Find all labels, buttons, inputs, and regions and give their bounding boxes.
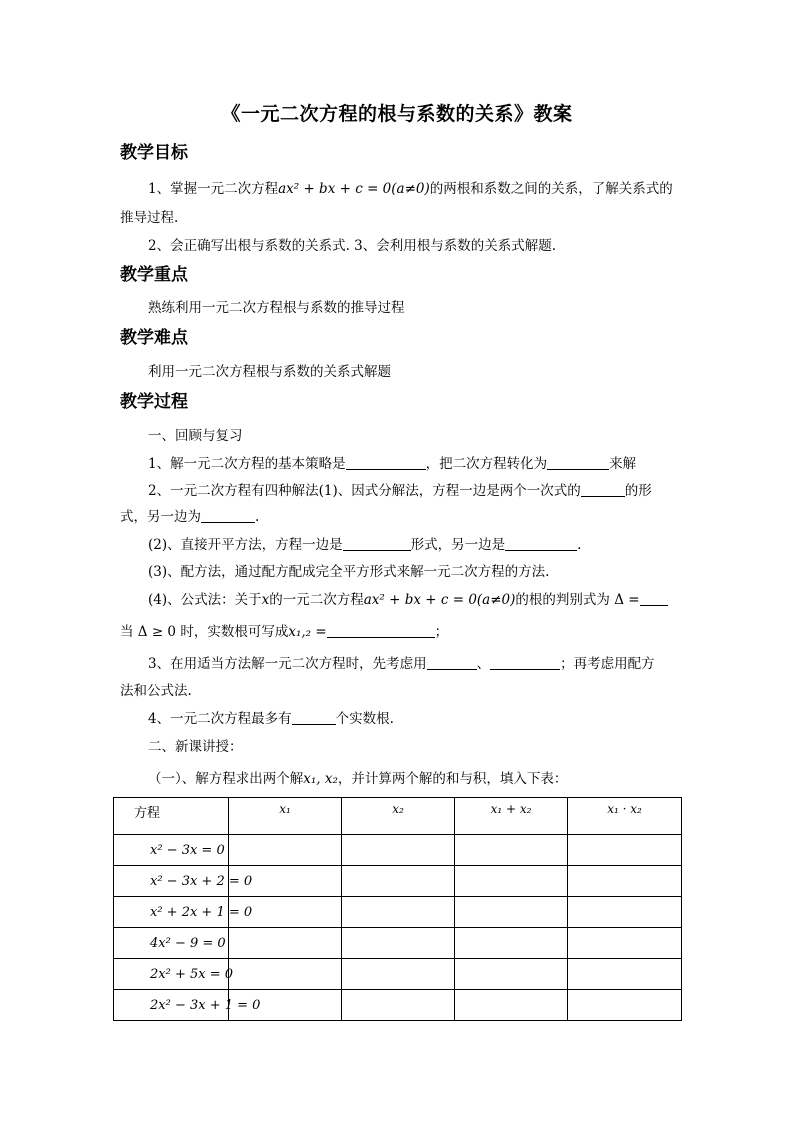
heading-key: 教学重点 (120, 265, 188, 285)
review-q2-2 (148, 533, 581, 553)
answer-cell[interactable] (455, 959, 568, 990)
fill-blank[interactable] (327, 623, 435, 638)
q2-text-a: 2、一元二次方程有四种解法(1)、因式分解法，方程一边是两个一次式的 (148, 483, 581, 499)
answer-cell[interactable] (342, 897, 455, 928)
fill-blank[interactable] (547, 455, 609, 470)
q2-4-text-a: (4)、公式法：关于 (148, 592, 262, 608)
heading-process: 教学过程 (120, 392, 188, 412)
fill-blank[interactable] (343, 536, 411, 551)
answer-cell[interactable] (229, 959, 342, 990)
header-x2: x₂ (342, 798, 455, 835)
answer-cell[interactable] (568, 897, 682, 928)
review-q1 (148, 452, 636, 472)
fill-blank[interactable] (201, 508, 255, 523)
fill-blank[interactable] (490, 655, 560, 670)
heading-difficulty: 教学难点 (120, 328, 188, 348)
table-row (114, 835, 682, 866)
table-row (114, 990, 682, 1021)
table-row (114, 866, 682, 897)
answer-cell[interactable] (455, 835, 568, 866)
review-q2-3: (3)、配方法，通过配方配成完全平方形式来解一元二次方程的方法. (148, 564, 550, 580)
review-q3 (148, 652, 655, 672)
fill-blank[interactable] (346, 455, 426, 470)
q2-4-equation: ax² + bx + c = 0(a≠0) (363, 592, 516, 608)
answer-cell[interactable] (568, 835, 682, 866)
q4-text-a: 4、一元二次方程最多有 (148, 711, 292, 727)
answer-cell[interactable] (568, 866, 682, 897)
answer-cell[interactable] (568, 928, 682, 959)
intro-roots: x₁, x₂ (303, 771, 338, 787)
q4-text-b: 个实数根. (335, 711, 394, 727)
answer-cell[interactable] (455, 990, 568, 1021)
q1-text-a: 1、解一元二次方程的基本策略是 (148, 456, 346, 472)
fill-blank[interactable] (581, 482, 625, 497)
goal-1-cont: 推导过程. (120, 210, 179, 226)
table-row (114, 959, 682, 990)
q3-text-c: ；再考虑用配方 (560, 656, 655, 672)
q2-4-text-c: 的根的判别式为 Δ = (515, 592, 640, 608)
answer-cell[interactable] (342, 959, 455, 990)
answer-cell[interactable] (568, 990, 682, 1021)
answer-cell[interactable] (455, 866, 568, 897)
newlesson-heading: 二、新课讲授： (148, 739, 243, 755)
key-text: 熟练利用一元二次方程根与系数的推导过程 (148, 300, 405, 316)
review-heading: 一、回顾与复习 (148, 428, 243, 444)
equation-cell: x² − 3x + 2 = 0 (114, 866, 229, 897)
review-q3-cont: 法和公式法. (120, 683, 192, 699)
review-q2 (148, 479, 652, 499)
answer-cell[interactable] (342, 990, 455, 1021)
q3-text-a: 3、在用适当方法解一元二次方程时，先考虑用 (148, 656, 427, 672)
fill-blank[interactable] (427, 655, 477, 670)
goal-1-equation: ax² + bx + c = 0(a≠0) (278, 181, 430, 197)
heading-goals: 教学目标 (120, 143, 188, 163)
roots-table (113, 797, 682, 1021)
answer-cell[interactable] (568, 959, 682, 990)
equation-cell: x² + 2x + 1 = 0 (114, 897, 229, 928)
table-header-row (114, 798, 682, 835)
answer-cell[interactable] (342, 928, 455, 959)
q2-4-x: x (261, 592, 270, 608)
q2-5-roots: x₁,₂ = (288, 624, 327, 640)
fill-blank[interactable] (640, 591, 668, 606)
header-equation: 方程 (114, 798, 229, 835)
goal-1-text-b: 的两根和系数之间的关系，了解关系式的 (429, 181, 673, 197)
fill-blank[interactable] (505, 536, 577, 551)
fill-blank[interactable] (292, 710, 336, 725)
header-product: x₁ · x₂ (568, 798, 682, 835)
q2-2-text-c: . (577, 537, 582, 553)
q1-text-c: 来解 (609, 456, 637, 472)
review-q4 (148, 707, 394, 727)
q3-text-b: 、 (476, 656, 491, 672)
q2-5-text-b: ； (434, 624, 449, 640)
goal-2: 2、会正确写出根与系数的关系式. 3、会利用根与系数的关系式解题. (148, 238, 557, 254)
equation-cell: x² − 3x = 0 (114, 835, 229, 866)
q2-5-text-a: 当 Δ ≥ 0 时，实数根可写成 (120, 624, 289, 640)
review-q2-4 (148, 588, 668, 608)
header-sum: x₁ + x₂ (455, 798, 568, 835)
q1-text-b: ，把二次方程转化为 (425, 456, 548, 472)
header-x1: x₁ (229, 798, 342, 835)
answer-cell[interactable] (229, 835, 342, 866)
table-row (114, 897, 682, 928)
review-q2-cont (120, 505, 259, 525)
q2-text-b: 的形 (624, 483, 652, 499)
goal-1-text-a: 1、掌握一元二次方程 (148, 181, 279, 197)
q2-text-d: . (255, 509, 260, 525)
equation-cell: 4x² − 9 = 0 (114, 928, 229, 959)
equation-cell: 2x² − 3x + 1 = 0 (114, 990, 229, 1021)
q2-text-c: 式，另一边为 (120, 509, 201, 525)
answer-cell[interactable] (455, 928, 568, 959)
q2-2-text-b: 形式，另一边是 (410, 537, 506, 553)
answer-cell[interactable] (342, 835, 455, 866)
equation-cell: 2x² + 5x = 0 (114, 959, 229, 990)
table-row (114, 928, 682, 959)
q2-4-text-b: 的一元二次方程 (269, 592, 364, 608)
page-title: 《一元二次方程的根与系数的关系》教案 (221, 103, 573, 125)
difficulty-text: 利用一元二次方程根与系数的关系式解题 (148, 364, 391, 380)
intro-text-a: （一）、解方程求出两个解 (148, 771, 304, 787)
newlesson-intro (148, 767, 567, 787)
answer-cell[interactable] (342, 866, 455, 897)
intro-text-b: ，并计算两个解的和与积，填入下表： (337, 771, 568, 787)
goal-1 (148, 177, 673, 197)
q2-2-text-a: (2)、直接开平方法，方程一边是 (148, 537, 343, 553)
answer-cell[interactable] (455, 897, 568, 928)
answer-cell[interactable] (229, 928, 342, 959)
review-q2-5 (120, 620, 448, 640)
